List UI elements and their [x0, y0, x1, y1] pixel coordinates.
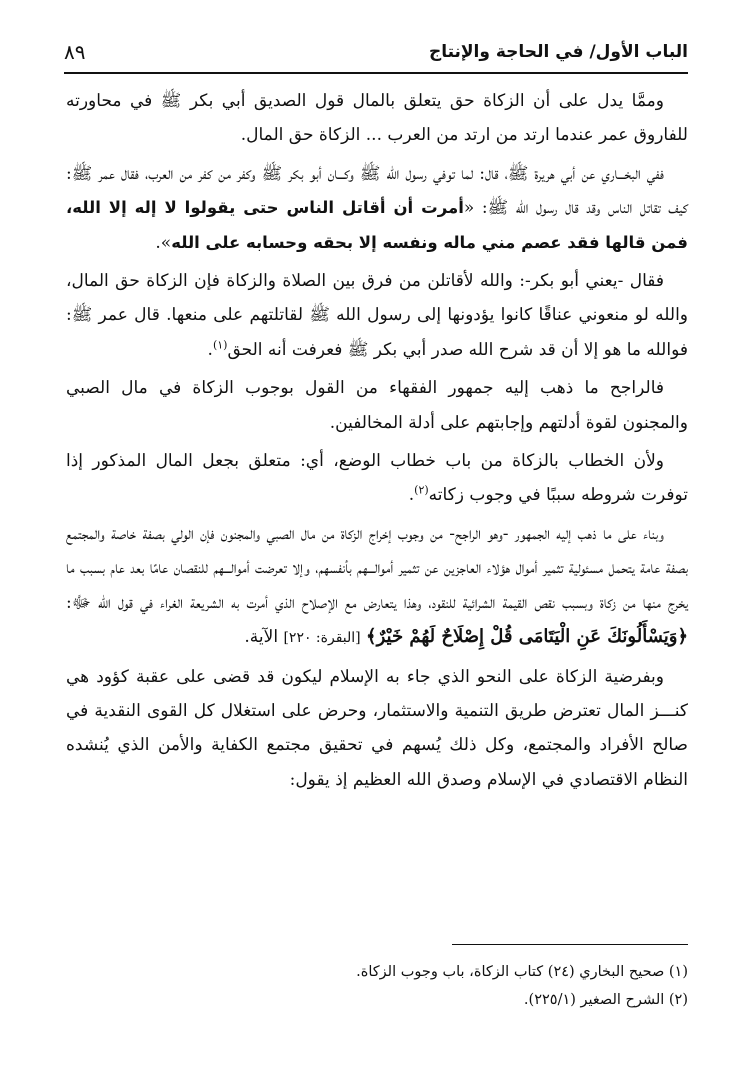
paragraph-2-close: ». — [155, 232, 172, 253]
page-number: ٨٩ — [64, 40, 86, 64]
footnote-2: (٢) الشرح الصغير (٢٢٥/١). — [523, 992, 688, 1008]
footnote-ref-1: (١) — [212, 338, 228, 352]
running-header — [64, 40, 688, 70]
verse-reference: [البقرة: ٢٢٠] — [283, 630, 361, 647]
footnote-1: (١) صحيح البخاري (٢٤) كتاب الزكاة، باب وجوب الزكاة. — [356, 964, 688, 980]
footnote-ref-2: (٢) — [414, 483, 429, 497]
main-text — [66, 84, 688, 801]
paragraph-4: فالراجح ما ذهب إليه جمهور الفقهاء من القول بوجوب الزكاة في مال الصبي والمجنون لقوة أدلتهم وإجابتهم على أدلة المخالفين. — [66, 378, 688, 433]
paragraph-1: وممَّا يدل على أن الزكاة حق يتعلق بالمال قول الصديق أبي بكر ﷺ في محاورته للفاروق عمر عندما ارتد من ارتد من العرب ... الزكاة حق المال. — [66, 91, 688, 146]
paragraph-5-text: ولأن الخطاب بالزكاة من باب خطاب الوضع، أي: متعلق بجعل المال المذكور إذا توفرت شروطه سببًا في وجوب زكاته — [66, 451, 688, 506]
quran-verse: ﴿وَيَسْأَلُونَكَ عَنِ الْيَتَامَى قُلْ إِصْلَاحٌ لَهُمْ خَيْرٌ﴾ — [366, 626, 688, 648]
hadith-quote: أمرت أن أقاتل الناس حتى يقولوا لا إله إلا الله، فمن قالها فقد عصم مني ماله ونفسه إلا بحقه وحسابه على الله — [66, 198, 688, 252]
paragraph-6-text: وبناء على ما ذهب إليه الجمهور -وهو الراجح- من وجوب إخراج الزكاة من مال الصبي والمجنون فإن الولي بصفة خاصة والمجتمع بصفة عامة يتحمل مسئولية تثمير أموال هؤلاء العاجزين عن تثمير أموالـــهم بأنفسهم، وإلا تعرضت أموالـــهم للنقصان عامًا بعد عام بسبب ما يخرج منها من زكاة وبسبب نقص القيمة الشرائية للنقود، وهذا يتعارض مع الإصلاح الذي أمرت به الشريعة الغراء في قول الله ﷻ: — [66, 523, 689, 613]
footnotes — [66, 958, 688, 1014]
paragraph-7: وبفرضية الزكاة على النحو الذي جاء به الإسلام ليكون قد قضى على عقبة كؤود هي كنـــز المال تعترض طريق التنمية والاستثمار، وحرض على استغلال كل القوى النقدية في صالح الأفراد والمجتمع، وكل ذلك يُسهم في تحقيق مجتمع الكفاية والأمن الذي يُنشده النظام الاقتصادي في الإسلام وصدق الله العظيم إذ يقول: — [66, 666, 688, 790]
paragraph-5-end: . — [408, 485, 415, 506]
footnote-rule — [452, 944, 688, 945]
paragraph-2-intro: ففي البخـــاري عن أبي هريرة ﷺ، قال: لما توفي رسول الله ﷺ وكـــان أبو بكر ﷺ وكفر من كفر من العرب، فقال عمر ﷺ: كيف تقاتل الناس وقد قال رسول الله ﷺ: « — [66, 163, 688, 219]
paragraph-5 — [66, 444, 688, 513]
paragraph-6-end: الآية. — [244, 627, 284, 648]
header-rule — [64, 72, 688, 74]
chapter-title: الباب الأول/ في الحاجة والإنتاج — [428, 42, 688, 62]
paragraph-3 — [66, 264, 688, 367]
paragraph-2 — [66, 157, 688, 260]
paragraph-3-text: فقال -يعني أبو بكر-: والله لأقاتلن من فرق بين الصلاة والزكاة فإن الزكاة حق المال، والله لو منعوني عناقًا كانوا يؤدونها إلى رسول الله ﷺ لقاتلتهم على منعها. قال عمر ﷺ: فوالله ما هو إلا أن قد شرح الله صدر أبي بكر ﷺ فعرفت أنه الحق — [66, 271, 688, 360]
paragraph-3-end: . — [207, 339, 213, 360]
paragraph-6 — [66, 517, 688, 656]
